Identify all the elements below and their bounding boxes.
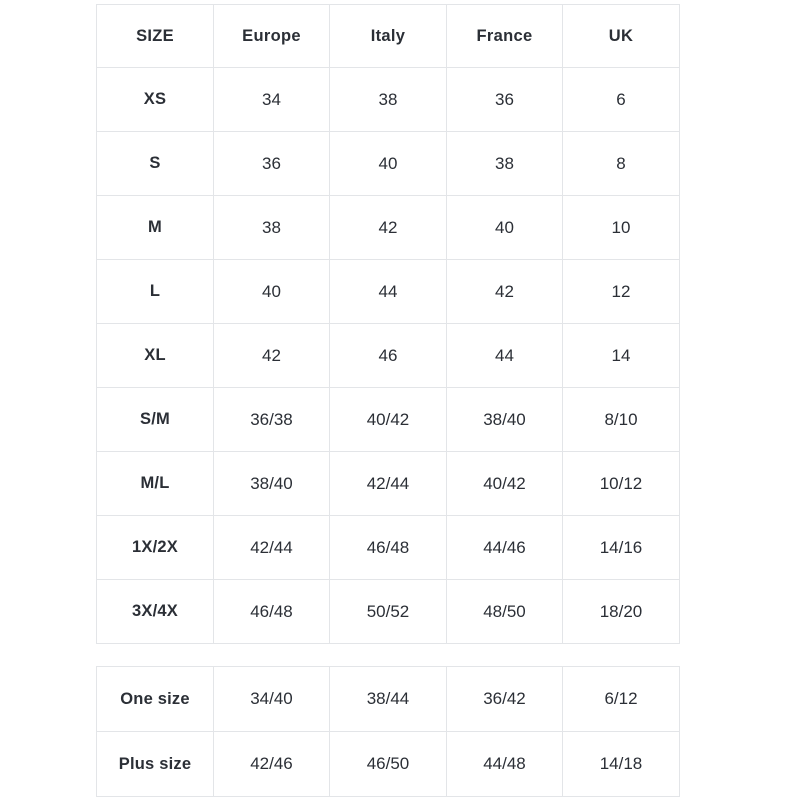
table-row	[97, 516, 680, 580]
table-header	[97, 5, 680, 68]
table-row	[97, 452, 680, 516]
cell-europe: 36/38	[214, 388, 330, 452]
cell-size: L	[97, 260, 214, 324]
table-row	[97, 388, 680, 452]
column-header-uk: UK	[563, 5, 680, 68]
table-row	[97, 324, 680, 388]
cell-italy: 46/50	[330, 732, 447, 797]
cell-france: 42	[447, 260, 563, 324]
cell-uk: 14	[563, 324, 680, 388]
cell-europe: 38	[214, 196, 330, 260]
table-header-row	[97, 5, 680, 68]
cell-uk: 12	[563, 260, 680, 324]
cell-europe: 38/40	[214, 452, 330, 516]
cell-france: 40/42	[447, 452, 563, 516]
cell-france: 44/48	[447, 732, 563, 797]
cell-size: XS	[97, 68, 214, 132]
cell-size: Plus size	[97, 732, 214, 797]
cell-uk: 10	[563, 196, 680, 260]
cell-size: 3X/4X	[97, 580, 214, 644]
cell-italy: 44	[330, 260, 447, 324]
table-row	[97, 196, 680, 260]
cell-italy: 42	[330, 196, 447, 260]
cell-uk: 6	[563, 68, 680, 132]
cell-italy: 38	[330, 68, 447, 132]
table-row	[97, 260, 680, 324]
cell-uk: 14/16	[563, 516, 680, 580]
column-header-size: SIZE	[97, 5, 214, 68]
table-row	[97, 132, 680, 196]
cell-france: 38	[447, 132, 563, 196]
column-header-france: France	[447, 5, 563, 68]
cell-size: One size	[97, 667, 214, 732]
cell-italy: 46	[330, 324, 447, 388]
cell-size: M	[97, 196, 214, 260]
cell-france: 36	[447, 68, 563, 132]
column-header-italy: Italy	[330, 5, 447, 68]
cell-size: XL	[97, 324, 214, 388]
cell-europe: 42/44	[214, 516, 330, 580]
table-body	[97, 667, 680, 797]
cell-europe: 36	[214, 132, 330, 196]
table-row	[97, 580, 680, 644]
cell-france: 44	[447, 324, 563, 388]
cell-italy: 50/52	[330, 580, 447, 644]
cell-europe: 42	[214, 324, 330, 388]
cell-europe: 34	[214, 68, 330, 132]
cell-france: 44/46	[447, 516, 563, 580]
cell-france: 40	[447, 196, 563, 260]
cell-size: M/L	[97, 452, 214, 516]
cell-italy: 40/42	[330, 388, 447, 452]
cell-uk: 8	[563, 132, 680, 196]
cell-uk: 14/18	[563, 732, 680, 797]
cell-size: 1X/2X	[97, 516, 214, 580]
cell-europe: 42/46	[214, 732, 330, 797]
cell-size: S	[97, 132, 214, 196]
cell-france: 36/42	[447, 667, 563, 732]
cell-uk: 8/10	[563, 388, 680, 452]
one-size-plus-size-table	[96, 666, 680, 797]
cell-uk: 6/12	[563, 667, 680, 732]
cell-italy: 46/48	[330, 516, 447, 580]
table-row	[97, 68, 680, 132]
cell-europe: 34/40	[214, 667, 330, 732]
cell-size: S/M	[97, 388, 214, 452]
table-row	[97, 667, 680, 732]
table-body	[97, 68, 680, 644]
size-conversion-table	[96, 4, 680, 644]
cell-france: 38/40	[447, 388, 563, 452]
cell-uk: 18/20	[563, 580, 680, 644]
cell-europe: 40	[214, 260, 330, 324]
cell-italy: 42/44	[330, 452, 447, 516]
column-header-europe: Europe	[214, 5, 330, 68]
cell-italy: 40	[330, 132, 447, 196]
cell-italy: 38/44	[330, 667, 447, 732]
table-row	[97, 732, 680, 797]
cell-france: 48/50	[447, 580, 563, 644]
cell-uk: 10/12	[563, 452, 680, 516]
cell-europe: 46/48	[214, 580, 330, 644]
